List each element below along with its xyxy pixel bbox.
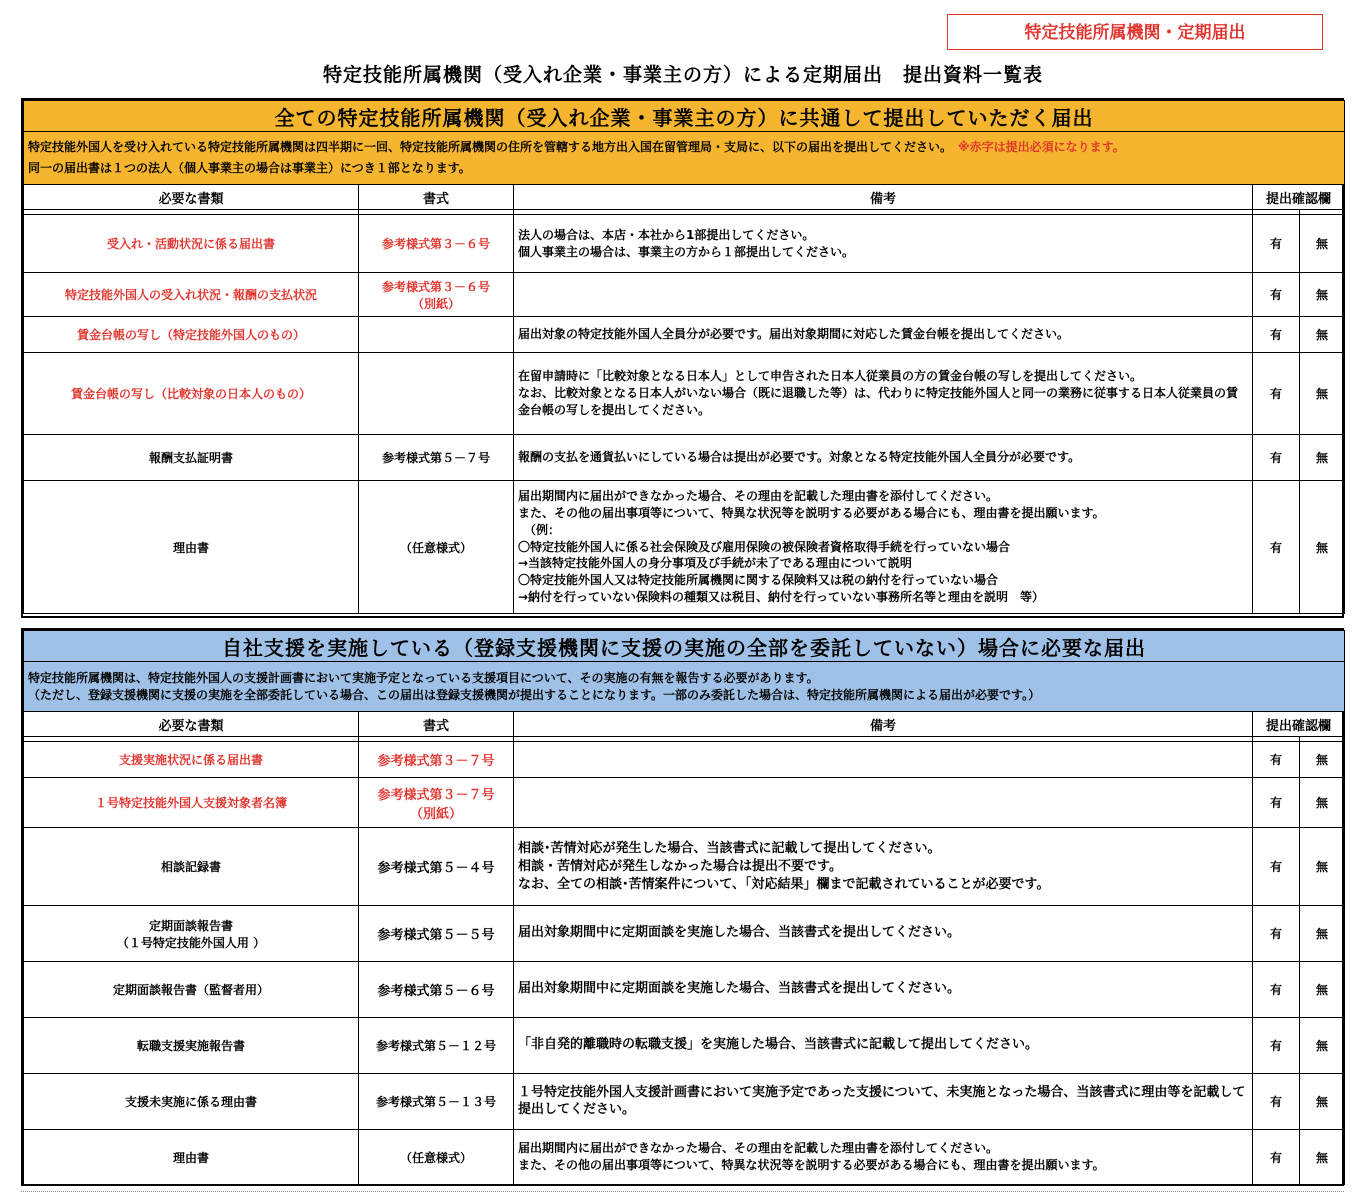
check-no[interactable]: 無: [1300, 215, 1345, 273]
check-yes[interactable]: 有: [1253, 742, 1300, 778]
check-no[interactable]: 無: [1300, 435, 1345, 481]
doc-name: 支援未実施に係る理由書: [24, 1074, 359, 1130]
check-no[interactable]: 無: [1300, 1018, 1345, 1074]
section-intro: [24, 662, 1345, 712]
note: 「非自発的離職時の転職支援」を実施した場合、当該書式に記載して提出してください。: [514, 1018, 1253, 1074]
section-self-support: [21, 628, 1344, 1186]
check-yes[interactable]: 有: [1253, 481, 1300, 614]
check-yes[interactable]: 有: [1253, 215, 1300, 273]
check-no[interactable]: 無: [1300, 1074, 1345, 1130]
table-row: [24, 353, 1345, 435]
check-no[interactable]: 無: [1300, 353, 1345, 435]
note: 法人の場合は、本店・本社から1部提出してください。 個人事業主の場合は、事業主の方から１部提出してください。: [514, 215, 1253, 273]
check-no[interactable]: 無: [1300, 273, 1345, 317]
check-no[interactable]: 無: [1300, 906, 1345, 962]
table-row: [24, 906, 1345, 962]
doc-name: 転職支援実施報告書: [24, 1018, 359, 1074]
note: [514, 778, 1253, 828]
table-row: [24, 273, 1345, 317]
doc-name: １号特定技能外国人支援対象者名簿: [24, 778, 359, 828]
table-row: [24, 435, 1345, 481]
check-yes[interactable]: 有: [1253, 273, 1300, 317]
check-yes[interactable]: 有: [1253, 435, 1300, 481]
table-row: [24, 1018, 1345, 1074]
intro-line: 特定技能所属機関は、特定技能外国人の支援計画書において実施予定となっている支援項目について、その実施の有無を報告する必要があります。: [28, 670, 819, 685]
col-header-note: 備考: [514, 712, 1253, 737]
doc-name: 支援実施状況に係る届出書: [24, 742, 359, 778]
form-name: 参考様式第３－６号 （別紙）: [359, 273, 514, 317]
col-header-form: 書式: [359, 185, 514, 210]
doc-name: 賃金台帳の写し（特定技能外国人のもの）: [24, 317, 359, 353]
table-row: [24, 317, 1345, 353]
note: [514, 742, 1253, 778]
note: [514, 273, 1253, 317]
form-name: 参考様式第３－７号 （別紙）: [359, 778, 514, 828]
check-yes[interactable]: 有: [1253, 962, 1300, 1018]
doc-name: 理由書: [24, 481, 359, 614]
table-row: [24, 778, 1345, 828]
check-no[interactable]: 無: [1300, 742, 1345, 778]
note: １号特定技能外国人支援計画書において実施予定であった支援について、未実施となった場合、当該書式に理由等を記載して提出してください。: [514, 1074, 1253, 1130]
form-name: 参考様式第５－１２号: [359, 1018, 514, 1074]
form-name: 参考様式第５－４号: [359, 828, 514, 906]
form-name: 参考様式第５－７号: [359, 435, 514, 481]
note: 届出対象期間中に定期面談を実施した場合、当該書式を提出してください。: [514, 962, 1253, 1018]
section-heading: 全ての特定技能所属機関（受入れ企業・事業主の方）に共通して提出していただく届出: [24, 101, 1345, 132]
intro-line: 同一の届出書は１つの法人（個人事業主の場合は事業主）につき１部となります。: [28, 161, 471, 175]
section-heading: 自社支援を実施している（登録支援機関に支援の実施の全部を委託していない）場合に必要な届出: [24, 631, 1345, 662]
section-intro: [24, 132, 1345, 185]
doc-name: 特定技能外国人の受入れ状況・報酬の支払状況: [24, 273, 359, 317]
check-yes[interactable]: 有: [1253, 828, 1300, 906]
check-yes[interactable]: 有: [1253, 317, 1300, 353]
note: 届出対象の特定技能外国人全員分が必要です。届出対象期間に対応した賃金台帳を提出してください。: [514, 317, 1253, 353]
check-no[interactable]: 無: [1300, 317, 1345, 353]
note: 相談･苦情対応が発生した場合、当該書式に記載して提出してください。 相談・苦情対応が発生しなかった場合は提出不要です。 なお、全ての相談･苦情案件について、「対応結果」欄まで記載されていることが必要です。: [514, 828, 1253, 906]
table-row: [24, 481, 1345, 614]
col-header-check: 提出確認欄: [1253, 185, 1345, 210]
doc-name: 相談記録書: [24, 828, 359, 906]
note: 在留申請時に「比較対象となる日本人」として申告された日本人従業員の方の賃金台帳の写しを提出してください。 なお、比較対象となる日本人がいない場合（既に退職した等）は、代わりに特定技能外国人と同一の業務に従事する日本人従業員の賃金台帳の写しを提出してください。: [514, 353, 1253, 435]
form-name: （任意様式）: [359, 481, 514, 614]
page-divider: [21, 1191, 1344, 1192]
col-header-form: 書式: [359, 712, 514, 737]
note: 届出期間内に届出ができなかった場合、その理由を記載した理由書を添付してください。 また、その他の届出事項等について、特異な状況等を説明する必要がある場合にも、理由書を提出願います。: [514, 1130, 1253, 1185]
form-name: 参考様式第３－６号: [359, 215, 514, 273]
section-common: [21, 98, 1344, 618]
check-no[interactable]: 無: [1300, 778, 1345, 828]
table-row: [24, 962, 1345, 1018]
check-no[interactable]: 無: [1300, 481, 1345, 614]
doc-name: 定期面談報告書 （１号特定技能外国人用 ）: [24, 906, 359, 962]
check-no[interactable]: 無: [1300, 828, 1345, 906]
table-row: [24, 828, 1345, 906]
intro-line: （ただし、登録支援機関に支援の実施を全部委託している場合、この届出は登録支援機関が提出することになります。一部のみ委託した場合は、特定技能所属機関による届出が必要です。）: [28, 687, 1041, 702]
form-name: （任意様式）: [359, 1130, 514, 1185]
form-name: 参考様式第５－６号: [359, 962, 514, 1018]
table-row: [24, 1074, 1345, 1130]
page-title: 特定技能所属機関（受入れ企業・事業主の方）による定期届出 提出資料一覧表: [322, 64, 1043, 86]
form-name: 参考様式第３－７号: [359, 742, 514, 778]
check-no[interactable]: 無: [1300, 1130, 1345, 1185]
doc-name: 賃金台帳の写し（比較対象の日本人のもの）: [24, 353, 359, 435]
check-no[interactable]: 無: [1300, 962, 1345, 1018]
col-header-doc: 必要な書類: [24, 712, 359, 737]
table-row: [24, 742, 1345, 778]
required-note: ※赤字は提出必須になります。: [958, 140, 1125, 154]
check-yes[interactable]: 有: [1253, 778, 1300, 828]
doc-name: 理由書: [24, 1130, 359, 1185]
check-yes[interactable]: 有: [1253, 906, 1300, 962]
form-name: 参考様式第５－５号: [359, 906, 514, 962]
note: 報酬の支払を通貨払いにしている場合は提出が必要です。対象となる特定技能外国人全員分が必要です。: [514, 435, 1253, 481]
check-yes[interactable]: 有: [1253, 1074, 1300, 1130]
form-badge: 特定技能所属機関・定期届出: [947, 14, 1323, 50]
col-header-note: 備考: [514, 185, 1253, 210]
form-name: [359, 353, 514, 435]
check-yes[interactable]: 有: [1253, 1018, 1300, 1074]
form-name: 参考様式第５－１３号: [359, 1074, 514, 1130]
intro-line: 特定技能外国人を受け入れている特定技能所属機関は四半期に一回、特定技能所属機関の住所を管轄する地方出入国在留管理局・支局に、以下の届出を提出してください。: [28, 140, 953, 154]
check-yes[interactable]: 有: [1253, 353, 1300, 435]
doc-name: 定期面談報告書（監督者用）: [24, 962, 359, 1018]
note: 届出対象期間中に定期面談を実施した場合、当該書式を提出してください。: [514, 906, 1253, 962]
table-row: [24, 215, 1345, 273]
col-header-doc: 必要な書類: [24, 185, 359, 210]
doc-name: 受入れ・活動状況に係る届出書: [24, 215, 359, 273]
doc-name: 報酬支払証明書: [24, 435, 359, 481]
form-name: [359, 317, 514, 353]
col-header-check: 提出確認欄: [1253, 712, 1345, 737]
table-row: [24, 1130, 1345, 1185]
check-yes[interactable]: 有: [1253, 1130, 1300, 1185]
note: 届出期間内に届出ができなかった場合、その理由を記載した理由書を添付してください。 また、その他の届出事項等について、特異な状況等を説明する必要がある場合にも、理由書を提出願います。 （例： 〇特定技能外国人に係る社会保険及び雇用保険の被保険者資格取得手続を行っていない場合 →当該特定技能外国人の身分事項及び手続が未了である理由について説明 〇特定技能外国人又は特定技能所属機関に関する保険料又は税の納付を行っていない場合 →納付を行っていない保険料の種類又は税目、納付を行っていない事務所名等と理由を説明 等）: [514, 481, 1253, 614]
